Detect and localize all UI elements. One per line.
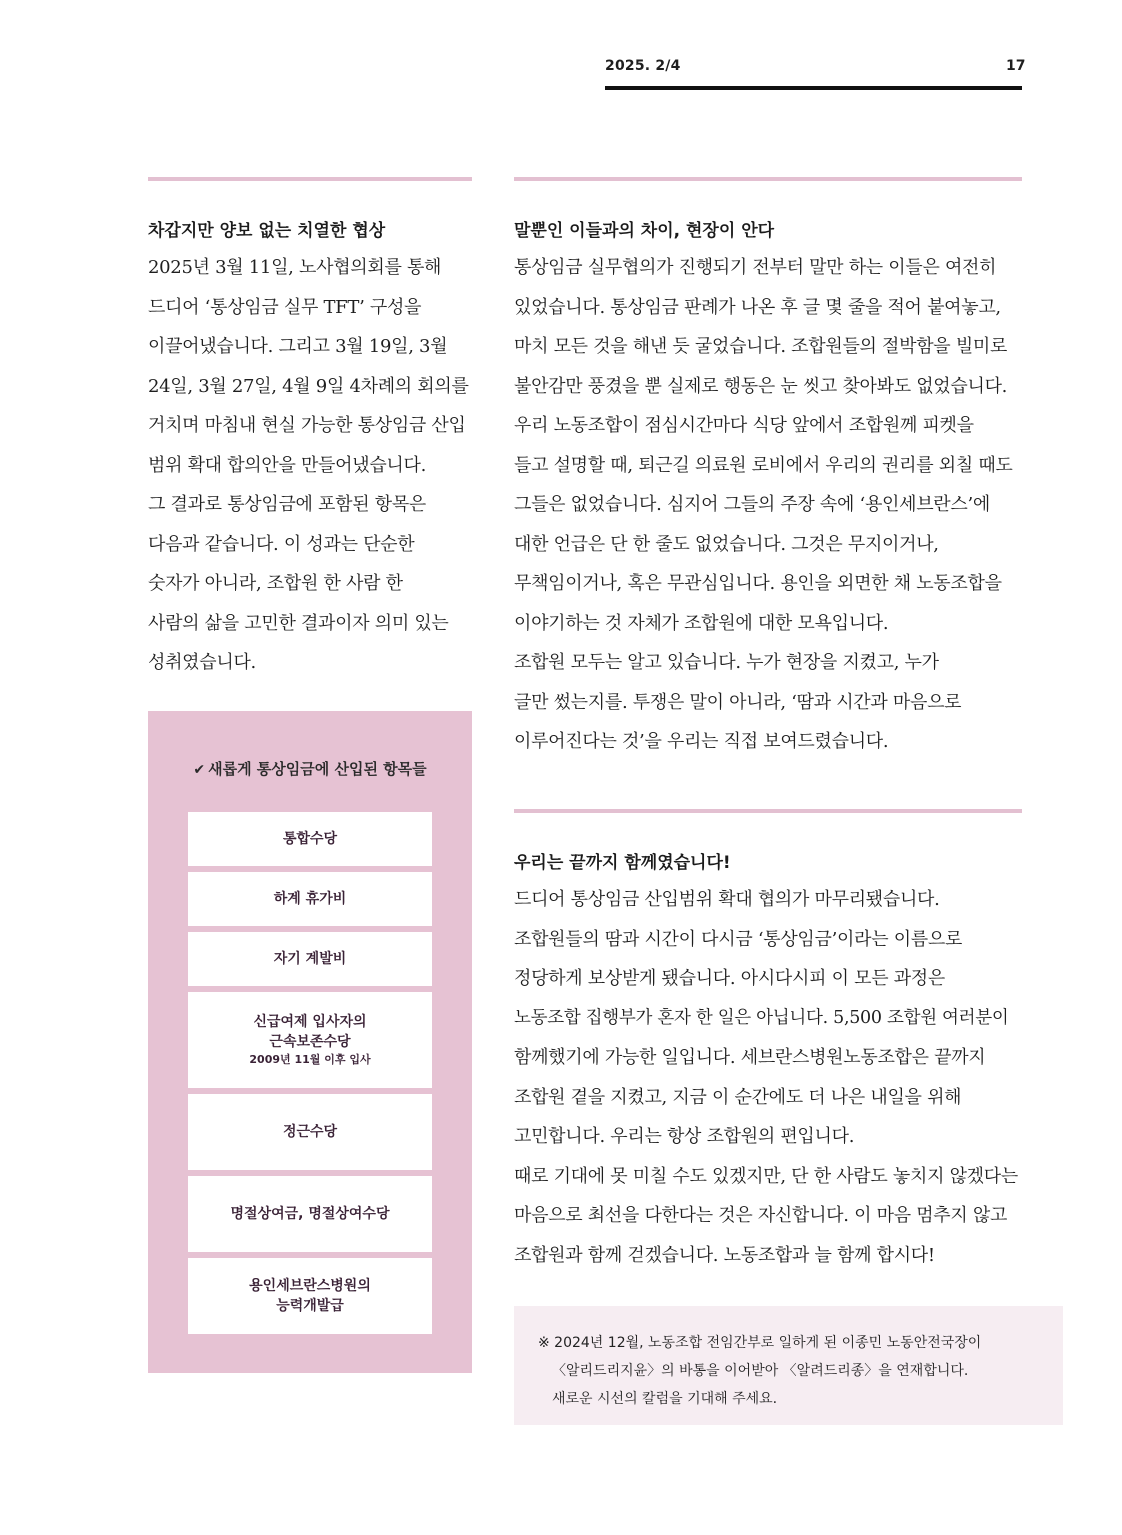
- item-label: 근속보존수당: [269, 1034, 351, 1050]
- item-label: 하계 휴가비: [273, 891, 347, 907]
- text-line: 드디어 ‘통상임금 실무 TFT’ 구성을: [148, 296, 422, 318]
- footnote-text: [538, 1329, 981, 1413]
- text-line: 숫자가 아니라, 조합원 한 사람 한: [148, 573, 403, 594]
- item-label: 능력개발급: [276, 1298, 344, 1314]
- footnote-line: 새로운 시선의 칼럼을 기대해 주세요.: [552, 1391, 778, 1407]
- text-line: 함께했기에 가능한 일입니다. 세브란스병원노동조합은 끝까지: [514, 1047, 986, 1068]
- text-line: 다음과 같습니다. 이 성과는 단순한: [148, 533, 415, 555]
- text-line: 사람의 삶을 고민한 결과이자 의미 있는: [148, 612, 449, 634]
- text-line: 성취였습니다.: [148, 652, 256, 673]
- section-heading: 우리는 끝까지 함께였습니다!: [514, 853, 731, 873]
- item-card: [188, 932, 432, 986]
- text-line: 이야기하는 것 자체가 조합원에 대한 모욕입니다.: [514, 612, 889, 634]
- text-line: 거치며 마침내 현실 가능한 통상임금 산입: [148, 415, 466, 436]
- text-line: 무책임이거나, 혹은 무관심입니다. 용인을 외면한 채 노동조합을: [514, 573, 1002, 594]
- header-rule: [605, 86, 1022, 90]
- right-paragraph-1: [514, 248, 1013, 762]
- text-line: 고민합니다. 우리는 항상 조합원의 편입니다.: [514, 1126, 855, 1147]
- text-line: 있었습니다. 통상임금 판례가 나온 후 글 몇 줄을 적어 붙여놓고,: [514, 296, 1001, 318]
- items-box-title: [148, 758, 472, 779]
- text-line: 때로 기대에 못 미칠 수도 있겠지만, 단 한 사람도 놓치지 않겠다는: [514, 1165, 1018, 1187]
- text-line: 조합원 곁을 지켰고, 지금 이 순간에도 더 나은 내일을 위해: [514, 1086, 962, 1108]
- check-icon: ✔: [193, 762, 206, 778]
- text-line: 범위 확대 합의안을 만들어냈습니다.: [148, 454, 427, 476]
- text-line: 그들은 없었습니다. 심지어 그들의 주장 속에 ‘용인세브란스’에: [514, 494, 990, 515]
- item-label: 신급여제 입사자의: [253, 1014, 367, 1030]
- text-line: 24일, 3월 27일, 4월 9일 4차례의 회의를: [148, 375, 469, 397]
- item-card: [188, 812, 432, 866]
- text-line: 대한 언급은 단 한 줄도 없었습니다. 그것은 무지이거나,: [514, 533, 939, 555]
- text-line: 우리 노동조합이 점심시간마다 식당 앞에서 조합원께 피켓을: [514, 415, 974, 436]
- text-line: 노동조합 집행부가 혼자 한 일은 아닙니다. 5,500 조합원 여러분이: [514, 1007, 1009, 1028]
- section-heading: 차갑지만 양보 없는 치열한 협상: [148, 221, 386, 241]
- footnote-box: [514, 1306, 1063, 1425]
- item-card: [188, 992, 432, 1088]
- text-line: 마음으로 최선을 다한다는 것은 자신합니다. 이 마음 멈추지 않고: [514, 1205, 1008, 1226]
- right-paragraph-2: [514, 880, 1018, 1275]
- item-card: [188, 1258, 432, 1334]
- text-line: 들고 설명할 때, 퇴근길 의료원 로비에서 우리의 권리를 외칠 때도: [514, 454, 1013, 476]
- issue-date: 2025. 2/4: [605, 58, 681, 74]
- section-divider: [148, 177, 472, 181]
- item-label: 명절상여금, 명절상여수당: [230, 1206, 390, 1222]
- item-card: [188, 1176, 432, 1252]
- item-card: [188, 1094, 432, 1170]
- text-line: 이끌어냈습니다. 그리고 3월 19일, 3월: [148, 336, 448, 357]
- text-line: 마치 모든 것을 해낸 듯 굴었습니다. 조합원들의 절박함을 빌미로: [514, 336, 1008, 357]
- text-line: 조합원과 함께 걷겠습니다. 노동조합과 늘 함께 합시다!: [514, 1244, 935, 1266]
- text-line: 조합원 모두는 알고 있습니다. 누가 현장을 지켰고, 누가: [514, 652, 939, 673]
- left-paragraph: [148, 248, 469, 683]
- text-line: 조합원들의 땀과 시간이 다시금 ‘통상임금’이라는 이름으로: [514, 928, 963, 950]
- footnote-line: 〈알리드리지윤〉의 바통을 이어받아 〈알려드리종〉을 연재합니다.: [552, 1363, 969, 1379]
- footnote-line: ※ 2024년 12월, 노동조합 전임간부로 일하게 된 이종민 노동안전국장이: [538, 1335, 982, 1351]
- page-number: 17: [1006, 58, 1026, 74]
- item-card: [188, 872, 432, 926]
- section-heading: 말뿐인 이들과의 차이, 현장이 안다: [514, 221, 775, 241]
- item-label: 정근수당: [282, 1124, 338, 1140]
- item-label: 자기 계발비: [273, 951, 347, 967]
- item-sublabel: 2009년 11월 이후 입사: [249, 1053, 371, 1066]
- item-label: 용인세브란스병원의: [249, 1278, 371, 1294]
- section-divider: [514, 177, 1022, 181]
- text-line: 글만 썼는지를. 투쟁은 말이 아니라, ‘땀과 시간과 마음으로: [514, 691, 962, 713]
- included-items-box: [148, 711, 472, 1373]
- text-line: 통상임금 실무협의가 진행되기 전부터 말만 하는 이들은 여전히: [514, 257, 997, 278]
- text-line: 정당하게 보상받게 됐습니다. 아시다시피 이 모든 과정은: [514, 968, 945, 989]
- text-line: 드디어 통상임금 산입범위 확대 협의가 마무리됐습니다.: [514, 889, 940, 910]
- text-line: 불안감만 풍겼을 뿐 실제로 행동은 눈 씻고 찾아봐도 없었습니다.: [514, 375, 1008, 397]
- text-line: 이루어진다는 것’을 우리는 직접 보여드렸습니다.: [514, 731, 889, 752]
- item-label: 통합수당: [282, 831, 338, 847]
- items-box-title-text: 새롭게 통상임금에 산입된 항목들: [208, 760, 427, 778]
- text-line: 그 결과로 통상임금에 포함된 항목은: [148, 494, 427, 515]
- text-line: 2025년 3월 11일, 노사협의회를 통해: [148, 257, 442, 278]
- section-divider: [514, 809, 1022, 813]
